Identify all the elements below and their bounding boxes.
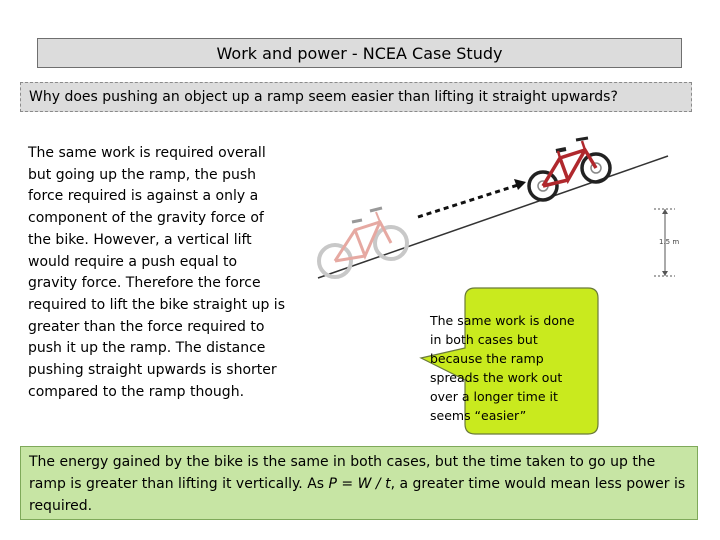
summary-box (20, 446, 698, 520)
question-box (20, 82, 692, 112)
height-label: 1.5 m (659, 238, 680, 246)
slide-title-box (37, 38, 682, 68)
summary-part3: . (87, 498, 93, 514)
summary-part1: The energy gained by the bike is the same in both cases, but the time taken to go up the ramp is greater than lifting it vertically. As (29, 454, 656, 492)
callout-text: The same work is done in both cases but because the ramp spreads the work out over a longer time it seems “easier” (430, 313, 575, 423)
summary-emphasis: less power is required (29, 476, 686, 514)
explanation-text: The same work is required overall but going up the ramp, the push force required is against a only a component of the gravity force of the bike. However, a vertical lift would require a push equal to gravity force. Therefore the force required to lift the bike straight up is greater than the force required to push it up the ramp. The distance pushing straight upwards is shorter compared to the ramp though. (28, 145, 285, 400)
ramp-line (318, 156, 668, 278)
motion-arrow (418, 185, 518, 217)
summary-part2: , a greater time would mean (390, 476, 595, 492)
power-formula: P = W / t (328, 476, 391, 492)
question-text: Why does pushing an object up a ramp seem easier than lifting it straight upwards? (29, 89, 618, 105)
ghost-bike-icon (319, 208, 407, 277)
slide-title: Work and power - NCEA Case Study (216, 43, 503, 63)
